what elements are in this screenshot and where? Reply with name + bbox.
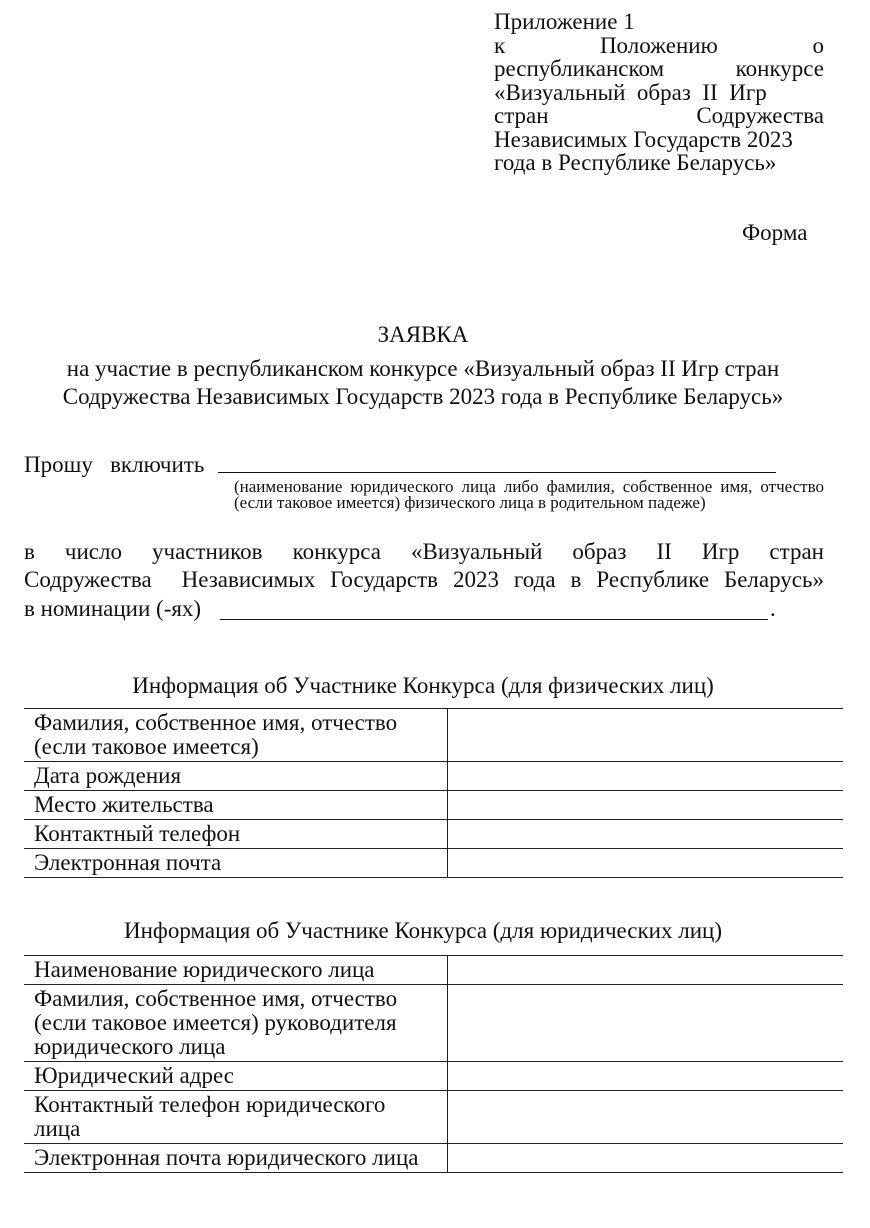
row-value-cell[interactable] (447, 791, 843, 820)
individual-info-table (24, 708, 843, 878)
appendix-line-2 (494, 34, 824, 58)
document-title-line-1: на участие в республиканском конкурсе «Визуальный образ II Игр стран (66, 356, 780, 381)
row-value-cell[interactable] (447, 985, 843, 1062)
individual-info-caption: Информация об Участнике Конкурса (для физических лиц) (132, 673, 714, 698)
row-label: Дата рождения (24, 762, 447, 791)
row-label: Контактный телефон юридического лица (24, 1091, 447, 1144)
appendix-line-4: «Визуальный образ II Игр (494, 79, 767, 105)
row-label: Контактный телефон (24, 820, 447, 849)
row-value-cell[interactable] (447, 762, 843, 791)
table-row (24, 1062, 843, 1091)
table-row (24, 985, 843, 1062)
appendix-word: Положению (599, 32, 718, 58)
appendix-word: республиканском (494, 56, 665, 81)
table-row (24, 709, 843, 762)
appendix-word: о (812, 32, 824, 58)
participation-text-line-1: в число участников конкурса «Визуальный образ II Игр стран (24, 539, 824, 564)
row-label: Место жительства (24, 791, 447, 820)
appendix-line-7: года в Республике Беларусь» (494, 150, 777, 175)
appendix-word: конкурсе (735, 56, 824, 81)
table-row (24, 791, 843, 820)
document-heading: ЗАЯВКА (377, 322, 469, 347)
table-row (24, 956, 843, 985)
request-prefix: Прошу включить (24, 452, 205, 477)
appendix-line-3 (494, 57, 824, 81)
row-value-cell[interactable] (447, 709, 843, 762)
table-row (24, 1144, 843, 1173)
row-label: Юридический адрес (24, 1062, 447, 1091)
appendix-block (494, 10, 824, 175)
row-label: Фамилия, собственное имя, отчество (если таковое имеется) (24, 709, 447, 762)
participant-name-note: (наименование юридического лица либо фамилия, собственное имя, отчество (если таковое имеется) физического лица в родительном падеже) (234, 477, 824, 512)
nomination-prefix: в номинации (-ях) (24, 596, 202, 621)
form-label: Форма (742, 220, 808, 245)
appendix-word: Содружества (696, 103, 824, 128)
appendix-line-1: Приложение 1 (494, 9, 635, 34)
nomination-period: . (770, 596, 776, 621)
table-row (24, 820, 843, 849)
row-value-cell[interactable] (447, 956, 843, 985)
row-label: Электронная почта (24, 849, 447, 878)
legal-info-table (24, 955, 843, 1173)
row-label: Наименование юридического лица (24, 956, 447, 985)
row-value-cell[interactable] (447, 1144, 843, 1173)
appendix-line-5 (494, 104, 824, 128)
table-row (24, 1091, 843, 1144)
document-title-line-2: Содружества Независимых Государств 2023 года в Республике Беларусь» (62, 384, 784, 409)
nomination-field[interactable] (220, 619, 768, 620)
table-row (24, 849, 843, 878)
row-label: Фамилия, собственное имя, отчество (если таковое имеется) руководителя юридического лица (24, 985, 447, 1062)
row-label: Электронная почта юридического лица (24, 1144, 447, 1173)
table-row (24, 762, 843, 791)
row-value-cell[interactable] (447, 1091, 843, 1144)
appendix-word: к (494, 32, 506, 58)
row-value-cell[interactable] (447, 820, 843, 849)
participant-name-field[interactable] (218, 472, 776, 473)
appendix-line-6: Независимых Государств 2023 (494, 126, 793, 152)
row-value-cell[interactable] (447, 849, 843, 878)
legal-info-caption: Информация об Участнике Конкурса (для юридических лиц) (124, 918, 722, 943)
appendix-word: стран (494, 103, 549, 128)
participation-text-line-2: Содружества Независимых Государств 2023 года в Республике Беларусь» (24, 567, 824, 592)
row-value-cell[interactable] (447, 1062, 843, 1091)
